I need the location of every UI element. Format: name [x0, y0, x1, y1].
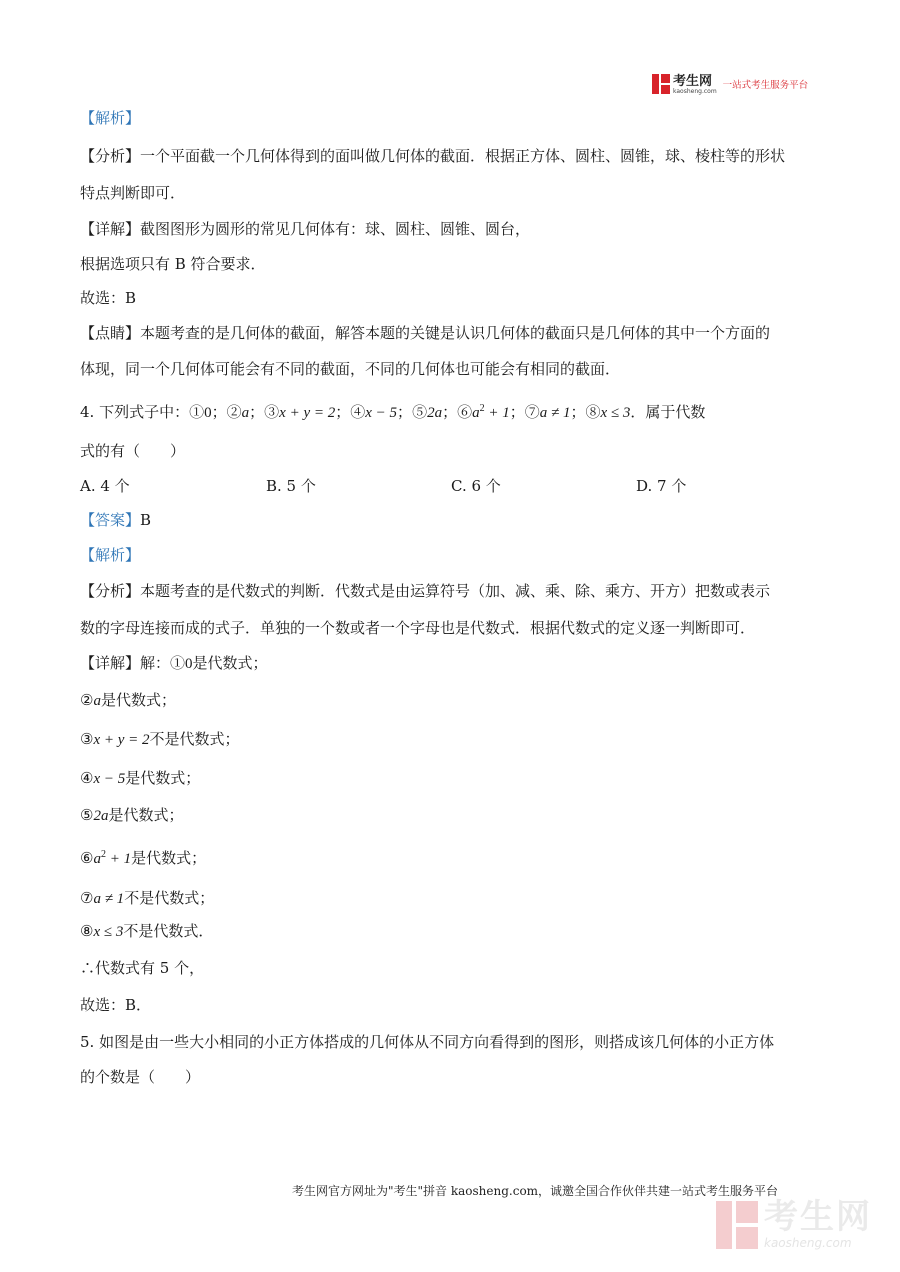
q4-xiangjie-6: $⑥a^2 + 1$是代数式；: [80, 849, 207, 867]
logo-domain: kaosheng.com: [673, 88, 717, 95]
q4-xiangjie-8: ⑧x ≤ 3不是代数式．: [80, 922, 214, 940]
q4-stem-line-1: 4. 下列式子中：①0；②a；③x + y = 2；④x − 5；⑤2a；$⑥a^2 + 1$；⑦a ≠ 1；⑧x ≤ 3．属于代数: [80, 403, 706, 421]
q3-fenxi-line-2: 特点判断即可．: [80, 184, 186, 202]
q3-dianjing-line-2: 体现，同一个几何体可能会有不同的截面，不同的几何体也可能会有相同的截面．: [80, 360, 621, 378]
q3-xiangjie-text-1: 截图图形为圆形的常见几何体有：球、圆柱、圆锥、圆台，: [140, 220, 531, 238]
q4-fenxi-line-2: 数的字母连接而成的式子．单独的一个数或者一个字母也是代数式．根据代数式的定义逐一判断即可．: [80, 619, 756, 637]
logo-name: 考生网: [673, 74, 713, 89]
xiangjie-tag: 【详解】: [80, 220, 141, 238]
q4-xiangjie-3: ③x + y = 2不是代数式；: [80, 730, 240, 748]
q4-xiangjie-5: ⑤2a是代数式；: [80, 806, 184, 824]
q5-stem-line-2: 的个数是（ ）: [80, 1068, 201, 1086]
q4-xiangjie-4: ④x − 5是代数式；: [80, 769, 201, 787]
q5-stem-line-1: 5. 如图是由一些大小相同的小正方体搭成的几何体从不同方向看得到的图形，则搭成该几何体的小正方体: [80, 1033, 775, 1051]
q4-stem-line-2: 式的有（ ）: [80, 442, 186, 460]
watermark-name: 考生网: [764, 1197, 872, 1237]
q3-dianjing-line-1: [80, 323, 770, 343]
q4-guxuan: 故选：B．: [80, 996, 152, 1014]
q4-jiexi-heading: 【解析】: [80, 546, 141, 564]
watermark-domain: kaosheng.com: [764, 1236, 852, 1250]
q4-conclusion: ∴代数式有 5 个，: [80, 959, 205, 977]
logo-mark-icon: [652, 74, 670, 94]
fenxi-tag: 【分析】: [80, 147, 141, 165]
logo-slogan: 一站式考生服务平台: [722, 80, 809, 91]
footer-text: 考生网官方网址为"考生"拼音 kaosheng.com，诚邀全国合作伙伴共建一站式考生服务平台: [292, 1184, 779, 1198]
q4-answer-value: B: [140, 511, 152, 529]
q4-xiangjie-2: ②a是代数式；: [80, 691, 176, 709]
watermark-mark-icon: [716, 1201, 758, 1249]
header-logo: [652, 73, 808, 95]
jiexi-tag: 【解析】: [80, 109, 141, 127]
q4-option-d: D. 7 个: [636, 477, 687, 495]
q4-xiangjie-7: ⑦a ≠ 1不是代数式；: [80, 889, 215, 907]
q4-answer: [80, 510, 151, 530]
daan-tag: 【答案】: [80, 511, 141, 529]
watermark-logo: [716, 1197, 872, 1250]
q4-option-a: A. 4 个: [80, 477, 130, 495]
q3-fenxi-text-1: 一个平面截一个几何体得到的面叫做几何体的截面．根据正方体、圆柱、圆锥，球、棱柱等的形状: [140, 147, 786, 165]
q4-option-c: C. 6 个: [451, 477, 501, 495]
q4-option-b: B. 5 个: [266, 477, 316, 495]
q3-dianjing-text-1: 本题考查的是几何体的截面，解答本题的关键是认识几何体的截面只是几何体的其中一个方面的: [140, 324, 771, 342]
q4-fenxi-line-1: 【分析】本题考查的是代数式的判断．代数式是由运算符号（加、减、乘、除、乘方、开方）把数或表示: [80, 582, 771, 600]
q3-guxuan: 故选：B: [80, 289, 137, 307]
q4-xiangjie-1: 【详解】解：①0是代数式；: [80, 654, 268, 672]
q3-fenxi-line-1: [80, 146, 785, 166]
q3-jiexi-heading: [80, 108, 140, 128]
dianjing-tag: 【点睛】: [80, 324, 141, 342]
q3-xiangjie-line-1: [80, 219, 530, 239]
q3-xiangjie-line-2: 根据选项只有 B 符合要求．: [80, 255, 266, 273]
